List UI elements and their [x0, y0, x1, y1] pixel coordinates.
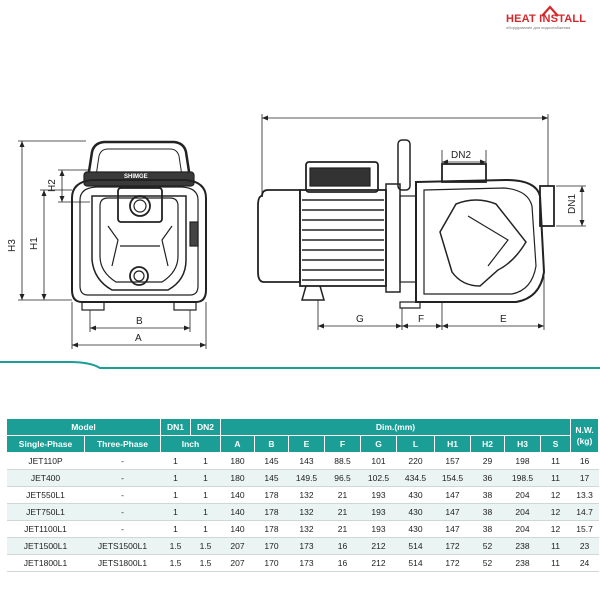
table-row [7, 521, 599, 538]
table-cell: 36 [471, 470, 505, 487]
header-nw: N.W. (kg) [571, 419, 599, 453]
table-cell: 29 [471, 453, 505, 470]
table-cell: 12 [541, 504, 571, 521]
brand-mark-label: SHIMGE [124, 174, 148, 180]
table-cell: 173 [289, 555, 325, 572]
table-cell: 204 [505, 504, 541, 521]
table-cell: 178 [255, 487, 289, 504]
table-cell: 38 [471, 487, 505, 504]
table-cell: 1.5 [191, 555, 221, 572]
table-cell: 16 [571, 453, 599, 470]
table-row [7, 538, 599, 555]
header-three-phase: Three-Phase [85, 436, 161, 453]
table-cell: 1.5 [191, 538, 221, 555]
table-cell: 172 [435, 538, 471, 555]
table-cell: 21 [325, 521, 361, 538]
dim-label-e: E [500, 314, 507, 325]
dim-label-f: F [418, 314, 425, 325]
table-cell: 178 [255, 521, 289, 538]
table-cell: 13.3 [571, 487, 599, 504]
header-dim: Dim.(mm) [221, 419, 571, 436]
dim-label-dn1: DN1 [567, 193, 578, 214]
table-cell: 21 [325, 504, 361, 521]
table-cell: JETS1800L1 [85, 555, 161, 572]
table-cell: 140 [221, 521, 255, 538]
dim-label-h1: H1 [29, 237, 40, 250]
table-cell: 147 [435, 521, 471, 538]
table-cell: 145 [255, 453, 289, 470]
table-cell: 132 [289, 487, 325, 504]
table-cell: 23 [571, 538, 599, 555]
table-cell: 170 [255, 538, 289, 555]
table-cell: 157 [435, 453, 471, 470]
table-cell: 1 [191, 521, 221, 538]
table-cell: 212 [361, 555, 397, 572]
table-cell: - [85, 470, 161, 487]
table-cell: 1.5 [161, 555, 191, 572]
table-cell: 434.5 [397, 470, 435, 487]
table-cell: 21 [325, 487, 361, 504]
table-cell: 193 [361, 521, 397, 538]
table-cell: 204 [505, 487, 541, 504]
table-cell: 204 [505, 521, 541, 538]
front-view [72, 142, 206, 310]
brand-name: HEAT INSTALL [506, 13, 587, 25]
header-l: L [397, 436, 435, 453]
table-cell: 102.5 [361, 470, 397, 487]
table-cell: 17 [571, 470, 599, 487]
header-e: E [289, 436, 325, 453]
table-cell: 1 [161, 504, 191, 521]
header-a: A [221, 436, 255, 453]
table-cell: JETS1500L1 [85, 538, 161, 555]
header-h2: H2 [471, 436, 505, 453]
table-cell: 24 [571, 555, 599, 572]
side-view [258, 140, 554, 308]
table-row [7, 504, 599, 521]
table-cell: 12 [541, 521, 571, 538]
table-cell: 430 [397, 504, 435, 521]
spec-table-body [7, 453, 599, 572]
table-cell: 147 [435, 487, 471, 504]
table-cell: 1 [191, 453, 221, 470]
table-cell: 14.7 [571, 504, 599, 521]
table-cell: 52 [471, 555, 505, 572]
table-cell: 514 [397, 555, 435, 572]
dim-label-b: B [136, 316, 143, 327]
dim-label-h3: H3 [7, 239, 18, 252]
header-h1: H1 [435, 436, 471, 453]
table-cell: 1 [161, 487, 191, 504]
table-cell: 96.5 [325, 470, 361, 487]
table-cell: 154.5 [435, 470, 471, 487]
table-cell: 238 [505, 538, 541, 555]
header-single-phase: Single-Phase [7, 436, 85, 453]
table-cell: - [85, 487, 161, 504]
table-cell: 220 [397, 453, 435, 470]
side-arrowheads [262, 116, 585, 329]
table-cell: 16 [325, 538, 361, 555]
table-cell: 1 [191, 487, 221, 504]
header-dn1: DN1 [161, 419, 191, 436]
table-cell: 173 [289, 538, 325, 555]
header-dn2: DN2 [191, 419, 221, 436]
table-cell: 207 [221, 538, 255, 555]
table-cell: - [85, 521, 161, 538]
table-cell: 88.5 [325, 453, 361, 470]
header-h3: H3 [505, 436, 541, 453]
table-cell: 178 [255, 504, 289, 521]
table-cell: 1 [161, 521, 191, 538]
table-cell: 1 [161, 470, 191, 487]
table-cell: 1.5 [161, 538, 191, 555]
table-row [7, 453, 599, 470]
table-cell: 1 [191, 470, 221, 487]
table-cell: 145 [255, 470, 289, 487]
table-cell: 16 [325, 555, 361, 572]
header-model: Model [7, 419, 161, 436]
table-header-row-1 [7, 419, 599, 436]
table-cell: JET1100L1 [7, 521, 85, 538]
table-cell: JET750L1 [7, 504, 85, 521]
table-cell: 11 [541, 555, 571, 572]
table-cell: JET1800L1 [7, 555, 85, 572]
section-divider [0, 362, 600, 368]
table-cell: 52 [471, 538, 505, 555]
header-f: F [325, 436, 361, 453]
header-g: G [361, 436, 397, 453]
table-cell: 132 [289, 521, 325, 538]
table-cell: 101 [361, 453, 397, 470]
table-cell: JET400 [7, 470, 85, 487]
table-cell: 12 [541, 487, 571, 504]
table-cell: 198.5 [505, 470, 541, 487]
table-cell: 172 [435, 555, 471, 572]
table-row [7, 470, 599, 487]
dim-label-dn2: DN2 [451, 150, 472, 161]
table-cell: 38 [471, 504, 505, 521]
table-cell: 11 [541, 453, 571, 470]
table-row [7, 555, 599, 572]
table-cell: 207 [221, 555, 255, 572]
table-cell: 140 [221, 504, 255, 521]
table-cell: - [85, 504, 161, 521]
table-cell: 143 [289, 453, 325, 470]
table-cell: 198 [505, 453, 541, 470]
dim-label-h2: H2 [47, 179, 58, 192]
table-cell: JET1500L1 [7, 538, 85, 555]
header-inch: Inch [161, 436, 221, 453]
table-cell: 430 [397, 487, 435, 504]
table-cell: 1 [191, 504, 221, 521]
dim-label-g: G [356, 314, 364, 325]
table-cell: 149.5 [289, 470, 325, 487]
table-cell: 193 [361, 487, 397, 504]
table-cell: JET550L1 [7, 487, 85, 504]
table-cell: 180 [221, 470, 255, 487]
table-cell: 140 [221, 487, 255, 504]
table-cell: 170 [255, 555, 289, 572]
table-cell: - [85, 453, 161, 470]
spec-table [6, 418, 599, 572]
table-cell: 238 [505, 555, 541, 572]
table-cell: 147 [435, 504, 471, 521]
table-cell: 430 [397, 521, 435, 538]
table-cell: 180 [221, 453, 255, 470]
table-header-row-2 [7, 436, 599, 453]
table-cell: 132 [289, 504, 325, 521]
table-cell: 193 [361, 504, 397, 521]
table-cell: 1 [161, 453, 191, 470]
header-s: S [541, 436, 571, 453]
table-cell: 11 [541, 470, 571, 487]
table-cell: 514 [397, 538, 435, 555]
table-cell: 212 [361, 538, 397, 555]
table-cell: 15.7 [571, 521, 599, 538]
brand-tagline: оборудование для водоснабжения [506, 25, 571, 30]
dim-label-a: A [135, 333, 142, 344]
table-cell: 11 [541, 538, 571, 555]
header-b: B [255, 436, 289, 453]
table-cell: 38 [471, 521, 505, 538]
table-cell: JET110P [7, 453, 85, 470]
table-row [7, 487, 599, 504]
